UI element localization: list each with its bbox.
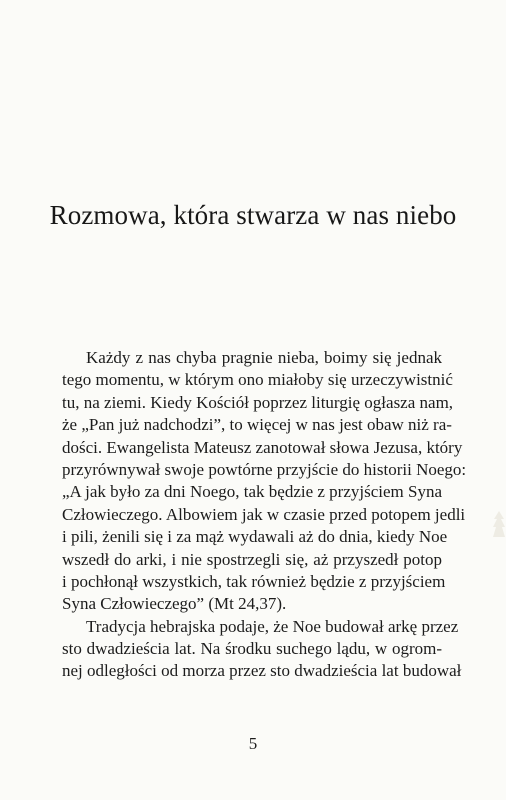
text-line: Każdy z nas chyba pragnie nieba, boimy się jednak [86, 348, 442, 367]
text-line: „A jak było za dni Noego, tak będzie z przyjściem Syna [62, 482, 443, 502]
text-line: sto dwadzieścia lat. Na środku suchego lądu, w ogrom- [62, 639, 442, 659]
watermark-mark-icon [492, 509, 506, 539]
text-line: i pili, żenili się i za mąż wydawali aż do dnia, kiedy Noe [62, 527, 448, 547]
text-line: Syna Człowieczego” (Mt 24,37). [62, 594, 287, 614]
text-line: tu, na ziemi. Kiedy Kościół poprzez liturgię ogłasza nam, [62, 392, 454, 412]
paragraph-2 [62, 616, 462, 683]
text-line: że „Pan już nadchodzi”, to więcej w nas jest obaw niż ra- [62, 415, 452, 435]
text-line: Tradycja hebrajska podaje, że Noe budował arkę przez [86, 616, 459, 636]
body-text [62, 347, 467, 683]
paragraph-1 [62, 347, 467, 616]
text-line: wszedł do arki, i nie spostrzegli się, aż przyszedł potop [62, 549, 442, 569]
page-number: 5 [248, 734, 258, 753]
chapter-title: Rozmowa, która stwarza w nas niebo [49, 200, 457, 230]
text-line: tego momentu, w którym ono miałoby się urzeczywistnić [62, 370, 453, 390]
text-line: i pochłonął wszystkich, tak również będzie z przyjściem [62, 571, 446, 591]
text-line: nej odległości od morza przez sto dwadzieścia lat budował [62, 661, 462, 681]
text-line: przyrównywał swoje powtórne przyjście do historii Noego: [62, 459, 467, 479]
text-line: Człowieczego. Albowiem jak w czasie przed potopem jedli [62, 504, 466, 524]
text-line: dości. Ewangelista Mateusz zanotował słowa Jezusa, który [62, 437, 463, 457]
